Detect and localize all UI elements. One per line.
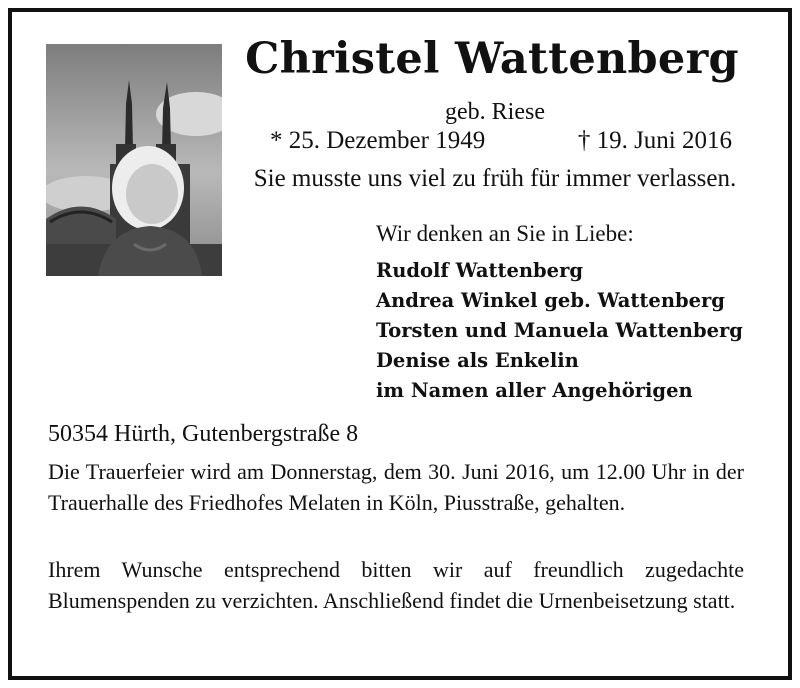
maiden-name: geb. Riese	[445, 99, 545, 125]
funeral-info: Die Trauerfeier wird am Donnerstag, dem 30. Juni 2016, um 12.00 Uhr in der Trauerhalle des Friedhofes Melaten in Köln, Piusstraße, gehalten.	[48, 459, 744, 515]
mourner-name: Rudolf Wattenberg	[376, 259, 583, 282]
mourner-name: Andrea Winkel geb. Wattenberg	[376, 289, 725, 312]
birth-date: * 25. Dezember 1949	[270, 127, 486, 154]
tagline: Sie musste uns viel zu früh für immer verlassen.	[253, 165, 737, 192]
love-line: Wir denken an Sie in Liebe:	[376, 221, 634, 246]
mourner-name: im Namen aller Angehörigen	[376, 379, 693, 402]
portrait-photo	[46, 44, 222, 276]
deceased-name: Christel Wattenberg	[245, 34, 739, 84]
mourner-name: Torsten und Manuela Wattenberg	[376, 319, 743, 342]
death-date: † 19. Juni 2016	[577, 127, 732, 154]
mourner-name: Denise als Enkelin	[376, 349, 579, 372]
portrait-photo-icon	[46, 44, 222, 276]
address: 50354 Hürth, Gutenbergstraße 8	[48, 421, 359, 447]
mourners-list	[376, 256, 743, 406]
flower-request: Ihrem Wunsche entsprechend bitten wir auf freundlich zugedachte Blumenspenden zu verzichten. Anschließend findet die Urnenbeisetzung statt.	[48, 557, 744, 613]
